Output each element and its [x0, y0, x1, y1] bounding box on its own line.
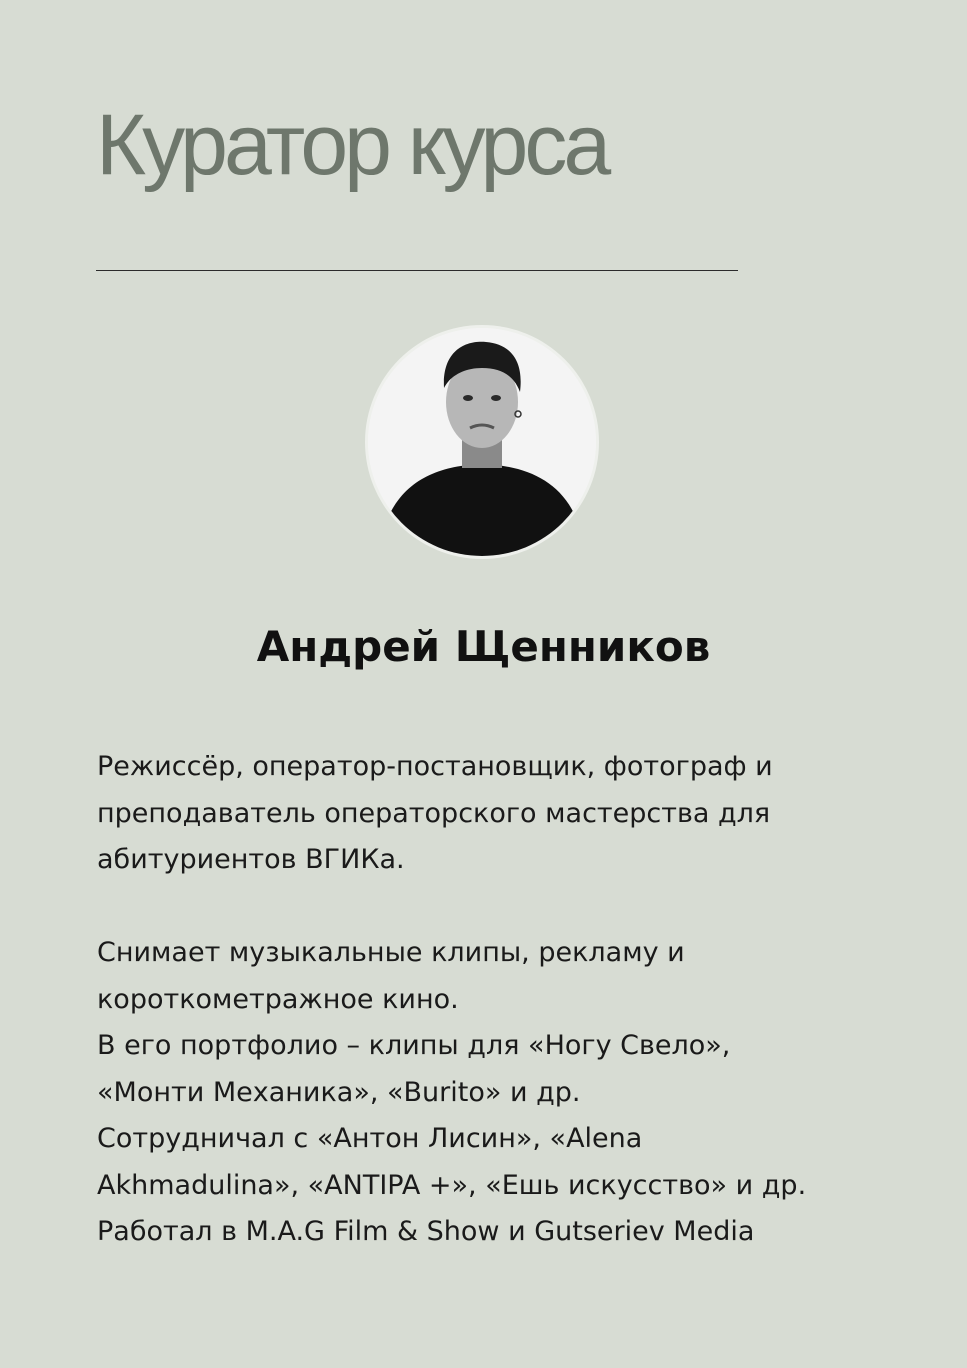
bio-line: Работал в M.A.G Film & Show и Gutseriev Media [97, 1216, 755, 1247]
bio-line: преподаватель операторского мастерства для [97, 797, 771, 829]
bio-line: «Монти Механика», «Burito» и др. [97, 1076, 581, 1108]
page-heading: Куратор курса [96, 97, 608, 193]
curator-portrait [368, 328, 596, 556]
paragraph-gap [97, 884, 897, 931]
bio-line: Режиссёр, оператор-постановщик, фотограф и [97, 751, 773, 782]
bio-line: В его портфолио – клипы для «Ногу Свело», [97, 1030, 731, 1061]
bio-line: короткометражное кино. [97, 983, 459, 1015]
heading-divider [96, 270, 738, 271]
bio-line: Akhmadulina», «ANTIPA +», «Ешь искусство» и др. [97, 1169, 807, 1201]
bio-line: абитуриентов ВГИКа. [97, 844, 405, 875]
portrait-image [368, 328, 596, 556]
curator-name: Андрей Щенников [256, 622, 711, 671]
bio-line: Сотрудничал с «Антон Лисин», «Alena [97, 1123, 643, 1154]
curator-bio [97, 744, 897, 1256]
bio-line: Снимает музыкальные клипы, рекламу и [97, 937, 685, 968]
